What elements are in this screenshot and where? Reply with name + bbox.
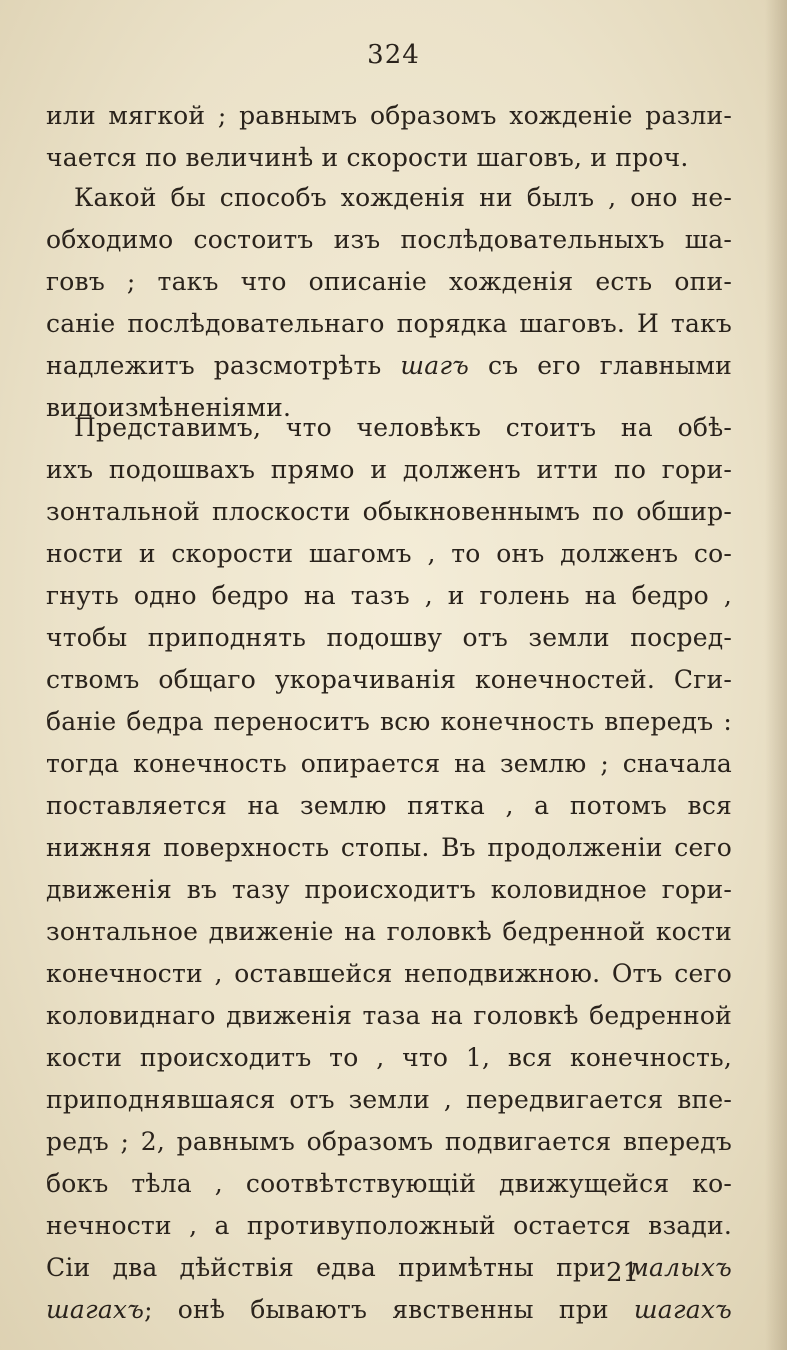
text-line: гнуть одно бедро на тазъ , и голень на бедро , — [46, 581, 732, 610]
paragraph-1 — [46, 95, 732, 179]
italic-term: шагахъ — [46, 1295, 145, 1324]
text-line: саніе послѣдовательнаго порядка шаговъ. И такъ — [46, 309, 732, 338]
text-line: нижняя поверхность стопы. Въ продолженіи сего — [46, 833, 732, 862]
italic-term: шагахъ — [633, 1295, 732, 1324]
text-line: поставляется на землю пятка , а потомъ вся — [46, 791, 732, 820]
text-line: ихъ подошвахъ прямо и долженъ итти по гори- — [46, 455, 732, 484]
text-line-mixed — [46, 1289, 732, 1331]
text-line: нечности , а противуположный остается взади. — [46, 1211, 732, 1240]
text-line: приподнявшаяся отъ земли , передвигается впе- — [46, 1085, 732, 1114]
text-line: видоизмѣненіями. — [46, 393, 292, 422]
italic-term: малыхъ — [628, 1253, 732, 1282]
paragraph-2 — [46, 177, 732, 429]
text-segment: Сіи два дѣйствія едва примѣтны при — [46, 1253, 607, 1282]
text-line: бокъ тѣла , соотвѣтствующій движущейся ко- — [46, 1169, 732, 1198]
text-line: или мягкой ; равнымъ образомъ хожденіе разли- — [46, 101, 732, 130]
text-segment: съ его главными — [488, 351, 732, 380]
text-line: зонтальное движеніе на головкѣ бедренной кости — [46, 917, 732, 946]
text-line: коловиднаго движенія таза на головкѣ бедренной — [46, 1001, 732, 1030]
page-edge-shadow — [765, 0, 787, 1350]
text-line-mixed — [46, 345, 732, 387]
text-line: конечности , оставшейся неподвижною. Отъ сего — [46, 959, 732, 988]
text-line: баніе бедра переноситъ всю конечность впередъ : — [46, 707, 732, 736]
text-line: говъ ; такъ что описаніе хожденія есть опи- — [46, 267, 732, 296]
text-line: чается по величинѣ и скорости шаговъ, и проч. — [46, 143, 689, 172]
text-line: Какой бы способъ хожденія ни былъ , оно не- — [74, 183, 732, 212]
text-line: редъ ; 2, равнымъ образомъ подвигается впередъ — [46, 1127, 732, 1156]
text-line: обходимо состоитъ изъ послѣдовательныхъ ша- — [46, 225, 732, 254]
page-number: 324 — [367, 40, 420, 70]
text-line: ности и скорости шагомъ , то онъ долженъ со- — [46, 539, 732, 568]
text-line: кости происходитъ то , что 1, вся конечность, — [46, 1043, 732, 1072]
text-segment: ; онѣ бываютъ явственны при — [144, 1295, 609, 1324]
text-segment: надлежитъ разсмотрѣть — [46, 351, 382, 380]
text-line: зонтальной плоскости обыкновеннымъ по обшир- — [46, 497, 732, 526]
text-line: чтобы приподнять подошву отъ земли посред- — [46, 623, 732, 652]
text-line: движенія въ тазу происходитъ коловидное гори- — [46, 875, 732, 904]
text-line: ствомъ общаго укорачиванія конечностей. Сги- — [46, 665, 732, 694]
paragraph-3 — [46, 407, 732, 1331]
italic-term: шагъ — [400, 351, 470, 380]
text-line: тогда конечность опирается на землю ; сначала — [46, 749, 732, 778]
signature-mark: 21 — [606, 1258, 640, 1288]
text-line: Представимъ, что человѣкъ стоитъ на обѣ- — [74, 413, 732, 442]
